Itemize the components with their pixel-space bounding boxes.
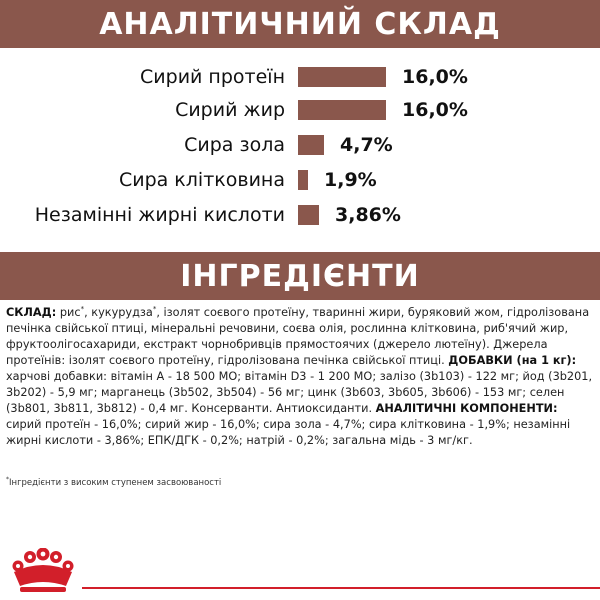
- ingredients-text: [6, 305, 594, 449]
- footnote-mark: *: [152, 305, 157, 314]
- analysis-row-value: 16,0%: [402, 99, 468, 121]
- analysis-row-label: Сира зола: [184, 134, 285, 156]
- analysis-bar: [298, 67, 386, 87]
- analysis-row-label: Сирий протеїн: [140, 66, 285, 88]
- royal-canin-crown-logo-icon: [8, 548, 78, 594]
- additives-label: ДОБАВКИ (на 1 кг):: [448, 354, 577, 367]
- footnote-mark: *: [80, 305, 85, 314]
- analysis-bar: [298, 100, 386, 120]
- footnote-text: Інгредієнти з високим ступенем засвоюваності: [9, 477, 222, 488]
- ingredients-text-part: , кукурудза: [84, 306, 153, 319]
- analysis-title: АНАЛІТИЧНИЙ СКЛАД: [0, 0, 600, 48]
- analysis-row-value: 3,86%: [335, 204, 401, 226]
- footnote-mark: *: [6, 476, 9, 483]
- analysis-row: [0, 62, 600, 92]
- analysis-bar: [298, 135, 324, 155]
- composition-label: СКЛАД:: [6, 306, 57, 319]
- analysis-row-value: 1,9%: [324, 169, 377, 191]
- analysis-row: [0, 200, 600, 230]
- ingredients-text-part: сирий протеїн - 16,0%; сирий жир - 16,0%; сира зола - 4,7%; сира клітковина - 1,9%; незамінні жирні кислоти - 3,86%; ЕПК/ДГК - 0,2%; натрій - 0,2%; загальна мідь - 3 мг/кг.: [6, 418, 571, 447]
- analysis-row-value: 4,7%: [340, 134, 393, 156]
- analysis-row: [0, 95, 600, 125]
- components-label: АНАЛІТИЧНІ КОМПОНЕНТИ:: [375, 402, 558, 415]
- analysis-row-label: Сира клітковина: [118, 169, 285, 191]
- analysis-row: [0, 130, 600, 160]
- ingredients-text-part: харчові добавки: вітамін А - 18 500 МО; вітамін D3 - 1 200 МО; залізо (3b103) - 122 мг; йод (3b201, 3b202) - 5,9 мг; марганець (3b502, 3b504) - 56 мг; цинк (3b603, 3b605, 3b606) - 153 мг; селен (3b801, 3b811, 3b812) - 0,4 мг. Консерванти. Антиоксиданти.: [6, 370, 593, 415]
- analysis-row-value: 16,0%: [402, 66, 468, 88]
- ingredients-text-part: рис: [56, 306, 81, 319]
- footnote: [6, 476, 221, 488]
- analysis-row-label: Сирий жир: [175, 99, 285, 121]
- analysis-row: [0, 165, 600, 195]
- ingredients-title: ІНГРЕДІЄНТИ: [0, 252, 600, 300]
- footer-red-line: [82, 587, 600, 589]
- analysis-bar: [298, 205, 319, 225]
- ingredients-text-part: , ізолят соєвого протеїну, тваринні жири, буряковий жом, гідролізована печінка свійської птиці, мінеральні речовини, соєва олія, рослинна клітковина, риб'ячий жир, фруктоолігосахариди, екстракт чорнобривців прямостоячих (джерело лютеїну). Джерела протеїнів: ізолят соєвого протеїну, гідролізована печінка свійської птиці.: [6, 306, 590, 367]
- analysis-bar: [298, 170, 308, 190]
- analysis-row-label: Незамінні жирні кислоти: [34, 204, 285, 226]
